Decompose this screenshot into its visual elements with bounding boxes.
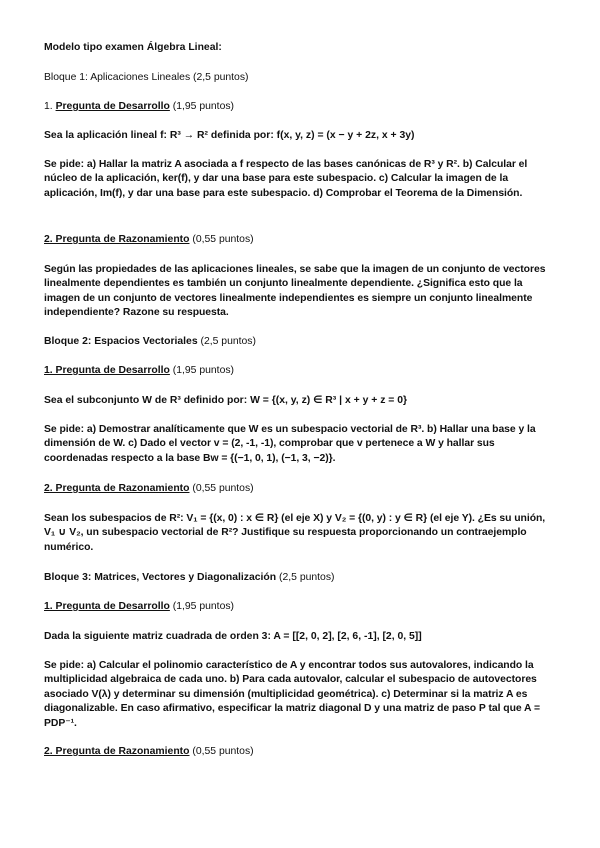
block2-q2-text: Sean los subespacios de R²: V₁ = {(x, 0) : x ∈ R} (el eje X) y V₂ = {(0, y) : y ∈ R} (el eje Y). ¿Es su unión, V₁ ∪ V₂, un subespacio vectorial de R²? Justifique su respuesta proporcionando un contraejemplo numérico. <box>44 513 546 553</box>
block2-q1-label: 1. Pregunta de Desarrollo <box>44 365 170 376</box>
document-title: Modelo tipo examen Álgebra Lineal: <box>44 42 222 53</box>
block1-q1-label: Pregunta de Desarrollo <box>55 101 170 112</box>
block2-q1-heading <box>44 364 558 378</box>
block1-q2-label: 2. Pregunta de Razonamiento <box>44 234 190 245</box>
block3-q1-tasks: Se pide: a) Calcular el polinomio característico de A y encontrar todos sus autovalores, indicando la multiplicidad algebraica de cada uno. b) Para cada autovalor, calcular el subespacio de autovectores asociado V(λ) y determinar su dimensión (multiplicidad geométrica). c) Determinar si la matriz A es diagonalizable. En caso afirmativo, especificar la matriz diagonal D y una matriz de paso P tal que A = PDP⁻¹. <box>44 660 540 729</box>
block3-q2-points: (0,55 puntos) <box>189 746 254 757</box>
block1-heading: Bloque 1: Aplicaciones Lineales (2,5 puntos) <box>44 72 249 83</box>
block2-q2-label: 2. Pregunta de Razonamiento <box>44 483 190 494</box>
block1-q2-heading <box>44 233 558 247</box>
block3-heading-points: (2,5 puntos) <box>276 572 335 583</box>
block2-heading-points: (2,5 puntos) <box>197 336 256 347</box>
block2-q1-tasks: Se pide: a) Demostrar analíticamente que W es un subespacio vectorial de R³. b) Hallar una base y la dimensión de W. c) Dado el vector v = (2, -1, -1), comprobar que v pertenece a W y hallar sus coordenadas respecto a la base Bw = {(−1, 0, 1), (−1, 3, −2)}. <box>44 424 536 464</box>
block1-q1-heading <box>44 100 558 114</box>
block1-q1-number: 1. <box>44 101 56 112</box>
block3-q2-heading <box>44 745 558 759</box>
block1-q1-tasks: Se pide: a) Hallar la matriz A asociada a f respecto de las bases canónicas de R³ y R². b) Calcular el núcleo de la aplicación, ker(f), y dar una base para este subespacio. c) Calcular la imagen de la aplicación, Im(f), y dar una base para este subespacio. d) Comprobar el Teorema de la Dimensión. <box>44 159 528 199</box>
block2-heading-title: Bloque 2: Espacios Vectoriales <box>44 336 198 347</box>
block1-q1-points: (1,95 puntos) <box>169 101 235 112</box>
block3-q1-points: (1,95 puntos) <box>169 601 235 612</box>
block1-q2-text: Según las propiedades de las aplicaciones lineales, se sabe que la imagen de un conjunto de vectores linealmente dependientes es también un conjunto linealmente dependiente. ¿Significa esto que la imagen de un conjunto de vectores linealmente independientes es siempre un conjunto linealmente independiente? Razone su respuesta. <box>44 264 546 319</box>
block3-heading <box>44 571 558 585</box>
block1-q2-points: (0,55 puntos) <box>189 234 254 245</box>
block2-q1-points: (1,95 puntos) <box>169 365 235 376</box>
block3-q1-statement: Dada la siguiente matriz cuadrada de orden 3: A = [[2, 0, 2], [2, 6, -1], [2, 0, 5]] <box>44 631 422 642</box>
block3-q1-heading <box>44 600 558 614</box>
block1-q1-statement: Sea la aplicación lineal f: R³ → R² definida por: f(x, y, z) = (x − y + 2z, x + 3y) <box>44 130 415 141</box>
block2-q2-points: (0,55 puntos) <box>189 483 254 494</box>
block3-q2-label: 2. Pregunta de Razonamiento <box>44 746 190 757</box>
block3-heading-title: Bloque 3: Matrices, Vectores y Diagonalización <box>44 572 277 583</box>
block3-q1-label: 1. Pregunta de Desarrollo <box>44 601 170 612</box>
block2-q2-heading <box>44 482 558 496</box>
block2-q1-statement: Sea el subconjunto W de R³ definido por: W = {(x, y, z) ∈ R³ | x + y + z = 0} <box>44 395 408 406</box>
block2-heading <box>44 335 558 349</box>
